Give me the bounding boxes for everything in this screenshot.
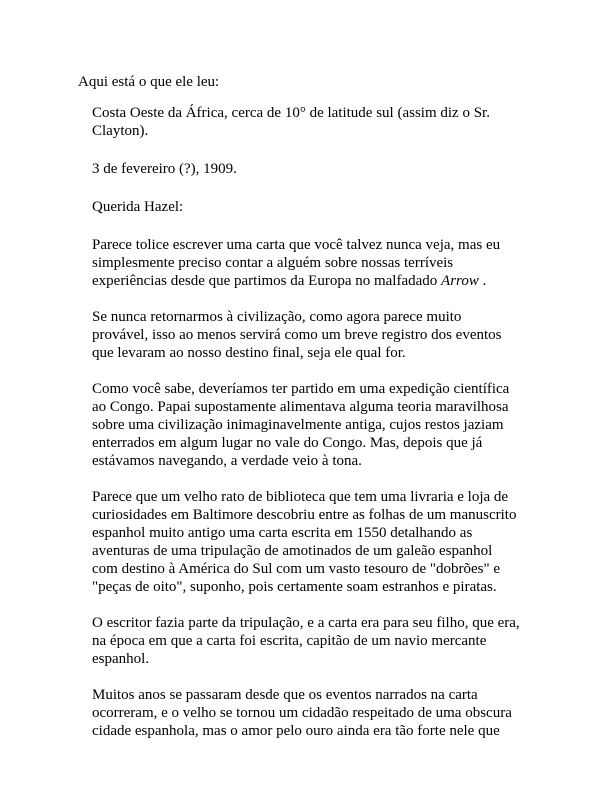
text-line: Costa Oeste da África, cerca de 10° de latitude sul (assim diz o Sr.: [92, 105, 490, 121]
text-line: com destino à América do Sul com um vasto tesouro de "dobrões" e: [92, 561, 500, 577]
text-line: estávamos navegando, a verdade veio à tona.: [92, 453, 362, 469]
text-line: que levaram ao nosso destino final, seja ele qual for.: [92, 345, 406, 361]
text-line: Parece que um velho rato de biblioteca que tem uma livraria e loja de: [92, 489, 509, 505]
letter-paragraph: [92, 236, 532, 290]
text-line: curiosidades em Baltimore descobriu entre as folhas de um manuscrito: [92, 507, 517, 523]
letter-paragraph: [92, 308, 532, 362]
text-line: espanhol.: [92, 651, 150, 667]
text-line: cidade espanhola, mas o amor pelo ouro ainda era tão forte nele que: [92, 723, 500, 739]
text-line: provável, isso ao menos servirá como um breve registro dos eventos: [92, 327, 502, 343]
letter-paragraph: [92, 614, 532, 668]
text-line: Parece tolice escrever uma carta que você talvez nunca veja, mas eu: [92, 237, 501, 253]
letter-paragraph: [92, 380, 532, 470]
text-line: Querida Hazel:: [92, 199, 184, 215]
letter-date: [92, 160, 532, 178]
letter-salutation: [92, 198, 532, 216]
letter-paragraph: [92, 686, 532, 740]
text-line: na época em que a carta foi escrita, capitão de um navio mercante: [92, 633, 487, 649]
text-line: [92, 272, 532, 290]
text-line: aventuras de uma tripulação de amotinados de um galeão espanhol: [92, 543, 493, 559]
text-line: ao Congo. Papai supostamente alimentava alguma teoria maravilhosa: [92, 399, 509, 415]
letter-paragraph: [92, 488, 532, 596]
ship-name: Arrow: [441, 273, 479, 289]
text-line: O escritor fazia parte da tripulação, e a carta era para seu filho, que era,: [92, 615, 520, 631]
text-line: 3 de fevereiro (?), 1909.: [92, 161, 237, 177]
text-line: sobre uma civilização inimaginavelmente antiga, cujos restos jaziam: [92, 417, 504, 433]
text-line: Como você sabe, deveríamos ter partido em uma expedição científica: [92, 381, 510, 397]
letter-body: [92, 104, 532, 758]
text-run: experiências desde que partimos da Europa no malfadado: [92, 273, 442, 289]
text-line: ocorreram, e o velho se tornou um cidadão respeitado de uma obscura: [92, 705, 512, 721]
text-line: Muitos anos se passaram desde que os eventos narrados na carta: [92, 687, 478, 703]
intro-line: Aqui está o que ele leu:: [78, 74, 220, 90]
text-run: .: [478, 273, 487, 289]
letter-header-location: [92, 104, 532, 140]
text-line: Clayton).: [92, 123, 149, 139]
text-line: "peças de oito", suponho, pois certamente soam estranhos e piratas.: [92, 579, 497, 595]
text-line: espanhol muito antigo uma carta escrita em 1550 detalhando as: [92, 525, 473, 541]
text-line: enterrados em algum lugar no vale do Congo. Mas, depois que já: [92, 435, 483, 451]
text-line: Se nunca retornarmos à civilização, como agora parece muito: [92, 309, 462, 325]
text-line: simplesmente preciso contar a alguém sobre nossas terríveis: [92, 255, 454, 271]
